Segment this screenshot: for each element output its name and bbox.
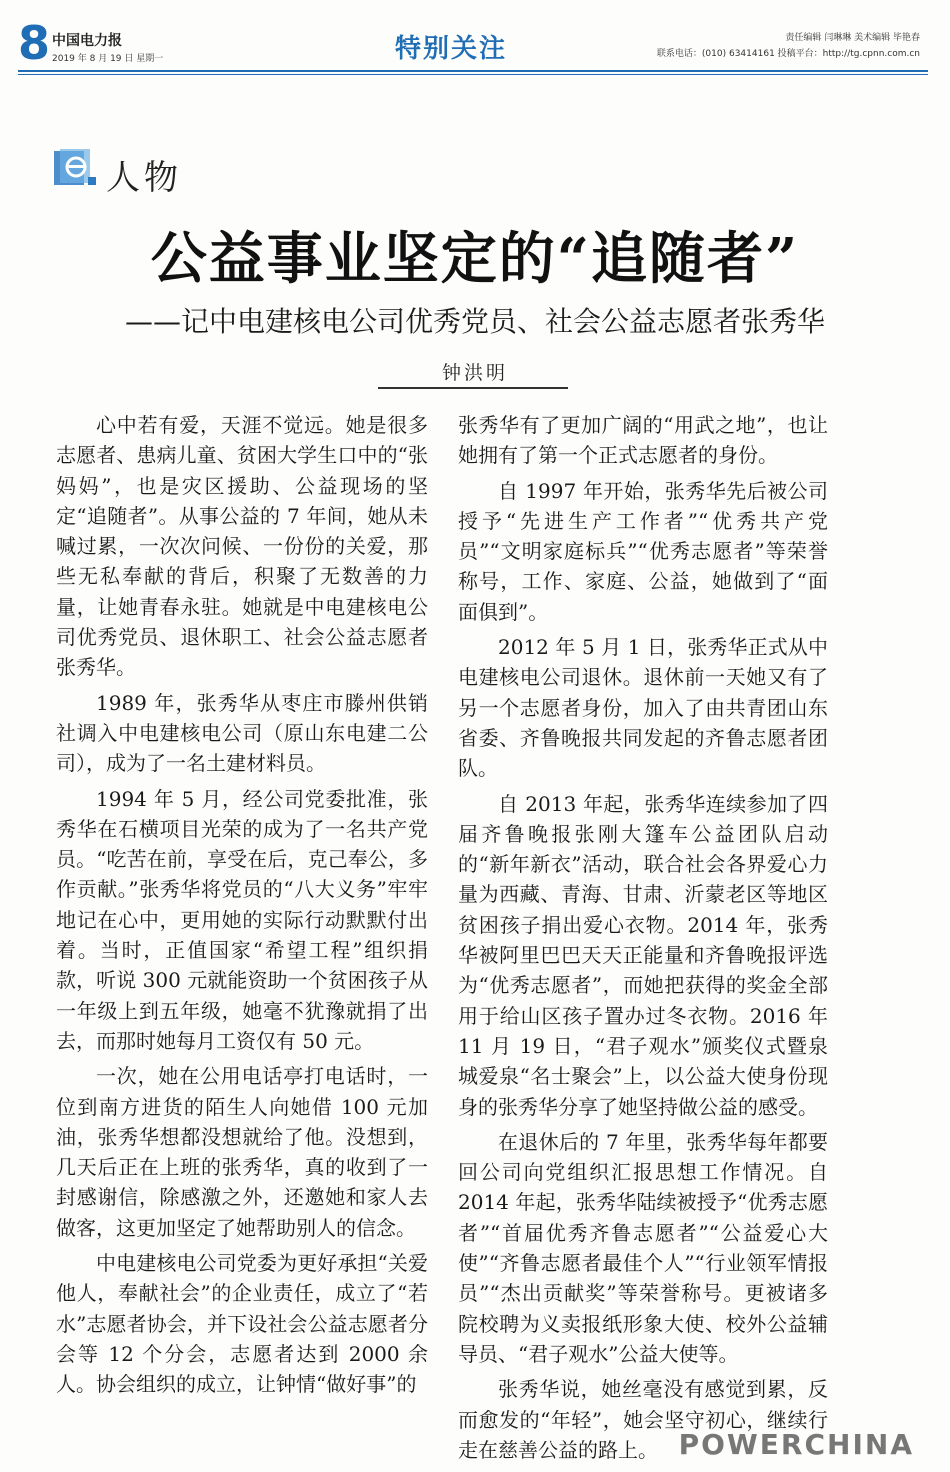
paragraph: 在退休后的 7 年里，张秀华每年都要回公司向党组织汇报思想工作情况。自 2014 年起，张秀华陆续被授予“优秀志愿者”“首届优秀齐鲁志愿者”“公益爱心大使”“齐鲁志愿者最佳个人”“行业领军情报员”“杰出贡献奖”等荣誉称号。更被诸多院校聘为义卖报纸形象大使、校外公益辅导员、“君子观水”公益大使等。 <box>458 1129 828 1366</box>
paragraph-continued: 张秀华有了更加广阔的“用武之地”，也让她拥有了第一个正式志愿者的身份。 <box>458 413 828 468</box>
article-column-right <box>458 410 828 1465</box>
article-column-left <box>56 410 428 1400</box>
byline-underline <box>378 387 568 389</box>
paragraph: 自 1997 年开始，张秀华先后被公司授予“先进生产工作者”“优秀共产党员”“文明家庭标兵”“优秀志愿者”等荣誉称号，工作、家庭、公益，她做到了“面面俱到”。 <box>458 478 828 624</box>
issue-date: 2019 年 8 月 19 日 星期一 <box>52 54 164 64</box>
powerchina-watermark: POWERCHINA <box>678 1428 914 1461</box>
editor-credits: 责任编辑 闫琳琳 美术编辑 毕艳春 <box>785 33 920 43</box>
newspaper-name: 中国电力报 <box>52 33 122 49</box>
paragraph: 中电建核电公司党委为更好承担“关爱他人，奉献社会”的企业责任，成立了“若水”志愿者协会，并下设社会公益志愿者分会等 12 个分会，志愿者达到 2000 余人。协会组织的成立，让钟情“做好事”的 <box>56 1251 428 1397</box>
paragraph: 自 2013 年起，张秀华连续参加了四届齐鲁晚报张刚大篷车公益团队启动的“新年新衣”活动，联合社会各界爱心力量为西藏、青海、甘肃、沂蒙老区等地区贫困孩子捐出爱心衣物。2014 年，张秀华被阿里巴巴天天正能量和齐鲁晚报评选为“优秀志愿者”，而她把获得的奖金全部用于给山区孩子置办过冬衣物。2016 年 11 月 19 日，“君子观水”颁奖仪式暨泉城爱泉“名士聚会”上，以公益大使身份现身的张秀华分享了她坚持做公益的感受。 <box>458 791 828 1119</box>
paragraph: 1994 年 5 月，经公司党委批准，张秀华在石横项目光荣的成为了一名共产党员。“吃苦在前，享受在后，克己奉公，多作贡献。”张秀华将党员的“八大义务”牢牢地记在心中，更用她的实际行动默默付出着。当时，正值国家“希望工程”组织捐款，听说 300 元就能资助一个贫困孩子从一年级上到五年级，她毫不犹豫就捐了出去，而那时她每月工资仅有 50 元。 <box>56 786 428 1053</box>
paragraph: 张秀华说，她丝毫没有感觉到累，反而愈发的“年轻”，她会坚守初心，继续行走在慈善公益的路上。 <box>458 1377 828 1462</box>
article-headline: 公益事业坚定的“追随者” <box>150 226 800 292</box>
header-divider-thin <box>18 74 928 75</box>
page-number: 8 <box>18 16 51 70</box>
article-byline: 钟洪明 <box>441 362 508 384</box>
contact-info: 联系电话：(010) 63414161 投稿平台：http://tg.cpnn.com.cn <box>656 49 920 59</box>
paragraph: 1989 年，张秀华从枣庄市滕州供销社调入中电建核电公司（原山东电建二公司），成为了一名土建材料员。 <box>56 690 428 776</box>
section-title: 特别关注 <box>395 34 508 64</box>
paragraph: 心中若有爱，天涯不觉远。她是很多志愿者、患病儿童、贫困大学生口中的“张妈妈”，也是灾区援助、公益现场的坚定“追随者”。从事公益的 7 年间，她从未喊过累，一次次问候、一份份的关爱，那些无私奉献的背后，积聚了无数善的力量，让她青春永驻。她就是中电建核电公司优秀党员、退休职工、社会公益志愿者张秀华。 <box>56 413 428 680</box>
article-subheadline: ——记中电建核电公司优秀党员、社会公益志愿者张秀华 <box>124 305 825 338</box>
column-label: 人物 <box>106 158 182 198</box>
paragraph: 2012 年 5 月 1 日，张秀华正式从中电建核电公司退休。退休前一天她又有了另一个志愿者身份，加入了由共青团山东省委、齐鲁晚报共同发起的齐鲁志愿者团队。 <box>458 635 828 781</box>
header-divider <box>18 70 928 72</box>
paragraph: 一次，她在公用电话亭打电话时，一位到南方进货的陌生人向她借 100 元加油，张秀华想都没想就给了他。没想到，几天后正在上班的张秀华，真的收到了一封感谢信，除感激之外，还邀她和家人去做客，这更加坚定了她帮助别人的信念。 <box>56 1064 428 1240</box>
people-column-icon <box>52 147 98 189</box>
